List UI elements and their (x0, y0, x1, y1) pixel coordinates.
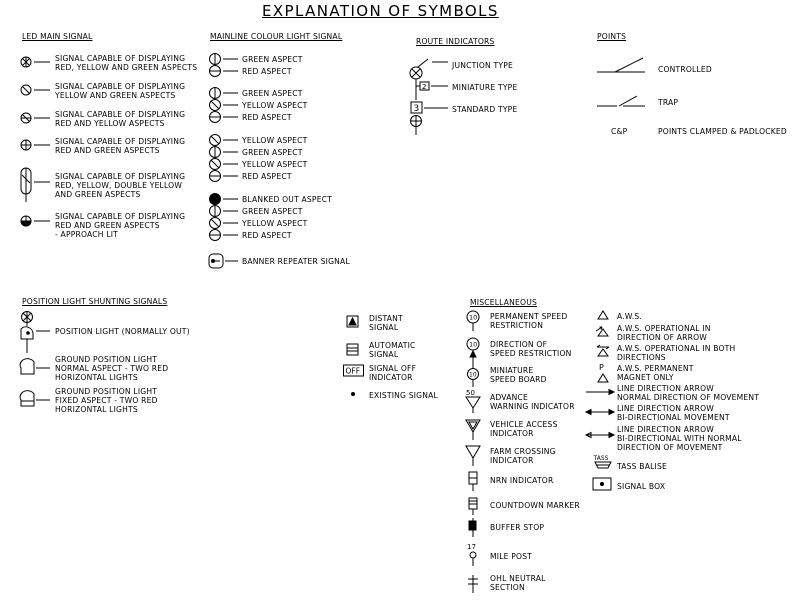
dsr-glyph: 10 (469, 340, 478, 349)
led-item-2-label: SIGNAL CAPABLE OF DISPLAYING YELLOW AND GREEN ASPECTS (55, 82, 186, 100)
miniature-type-label: MINIATURE TYPE (452, 83, 518, 92)
led-item-4-label: SIGNAL CAPABLE OF DISPLAYING RED AND GREEN ASPECTS (55, 137, 186, 155)
line-direction-bi-normal-icon (584, 429, 616, 441)
standard-route-glyph: 3 (413, 104, 420, 114)
led-item-6-label: SIGNAL CAPABLE OF DISPLAYING RED AND GREEN ASPECTS - APPROACH LIT (55, 212, 186, 239)
ld-bi-normal-label: LINE DIRECTION ARROW BI-DIRECTIONAL WITH NORMAL DIRECTION OF MOVEMENT (617, 425, 742, 452)
farm-crossing-indicator-icon (464, 444, 484, 468)
controlled-points-label: CONTROLLED (658, 65, 712, 74)
controlled-points-icon (597, 55, 647, 75)
ryyg-led-signal-icon (20, 166, 60, 204)
position-light-label: POSITION LIGHT (NORMALLY OUT) (55, 327, 190, 336)
mainline-g4-blanked-label: BLANKED OUT ASPECT (242, 195, 333, 204)
aws-label: A.W.S. (617, 312, 642, 321)
aws-operational-both-icon (594, 344, 614, 358)
ground-position-light-icon (20, 360, 60, 376)
points-clamped-label: POINTS CLAMPED & PADLOCKED (658, 127, 787, 136)
ld-normal-label: LINE DIRECTION ARROW NORMAL DIRECTION OF MOVEMENT (617, 384, 760, 402)
signal-off-label: SIGNAL OFF INDICATOR (369, 364, 417, 382)
aws-op-both-label: A.W.S. OPERATIONAL IN BOTH DIRECTIONS (617, 344, 736, 362)
mainline-g4-yellow-label: YELLOW ASPECT (242, 219, 308, 228)
aws-permanent-glyph: P (599, 363, 604, 372)
msb-glyph: 10 (469, 371, 477, 379)
mainline-g4-green-label: GREEN ASPECT (242, 207, 303, 216)
junction-type-label: JUNCTION TYPE (452, 61, 513, 70)
route-indicators-heading: ROUTE INDICATORS (416, 37, 495, 46)
ld-bi-label: LINE DIRECTION ARROW BI-DIRECTIONAL MOVEMENT (617, 404, 730, 422)
yg-led-signal-icon (20, 82, 60, 98)
led-main-signal-heading: LED MAIN SIGNAL (22, 32, 93, 41)
mainline-g2-green-label: GREEN ASPECT (242, 89, 303, 98)
aws-icon (594, 309, 614, 321)
led-item-3-label: SIGNAL CAPABLE OF DISPLAYING RED AND YELLOW ASPECTS (55, 110, 186, 128)
mainline-g3-yellow2-label: YELLOW ASPECT (242, 160, 308, 169)
ry-led-signal-icon (20, 110, 60, 126)
signal-box-label: SIGNAL BOX (617, 482, 666, 491)
vehicle-access-indicator-icon (464, 418, 484, 442)
tass-balise-label: TASS BALISE (617, 462, 667, 471)
psr-glyph: 10 (469, 313, 478, 322)
mainline-g1-red-label: RED ASPECT (242, 67, 292, 76)
vai-label: VEHICLE ACCESS INDICATOR (490, 420, 558, 438)
awi-label: ADVANCE WARNING INDICATOR (490, 393, 575, 411)
automatic-signal-icon (345, 343, 361, 357)
banner-repeater-label: BANNER REPEATER SIGNAL (242, 257, 350, 266)
rgy-led-signal-icon (20, 54, 60, 70)
points-heading: POINTS (597, 32, 627, 41)
rg-led-signal-icon (20, 137, 60, 153)
psr-label: PERMANENT SPEED RESTRICTION (490, 312, 568, 330)
ground-position-fixed-label: GROUND POSITION LIGHT FIXED ASPECT - TWO RED HORIZONTAL LIGHTS (55, 387, 158, 414)
buffer-stop-icon (466, 518, 482, 538)
mile-glyph: 17 (467, 543, 476, 551)
tass-glyph: TASS (593, 455, 609, 462)
cp-abbreviation: C&P (611, 127, 628, 136)
fci-label: FARM CROSSING INDICATOR (490, 447, 556, 465)
miniature-route-glyph: 2 (422, 83, 427, 91)
mainline-g3-green-label: GREEN ASPECT (242, 148, 303, 157)
dsr-label: DIRECTION OF SPEED RESTRICTION (490, 340, 572, 358)
signal-off-indicator-icon (343, 364, 365, 378)
signal-box-icon (592, 477, 614, 493)
line-direction-bi-icon (584, 406, 616, 418)
miscellaneous-heading: MISCELLANEOUS (470, 298, 537, 307)
aws-permanent-label: A.W.S. PERMANENT MAGNET ONLY (617, 364, 694, 382)
trap-points-label: TRAP (658, 98, 679, 107)
permanent-speed-restriction-icon (466, 310, 482, 332)
ground-position-fixed-icon (20, 392, 60, 408)
route-indicator-stack-icon (406, 55, 456, 140)
mainline-g3-yellow1-label: YELLOW ASPECT (242, 136, 308, 145)
existing-signal-label: EXISTING SIGNAL (369, 391, 438, 400)
automatic-signal-label: AUTOMATIC SIGNAL (369, 341, 416, 359)
nrn-indicator-icon (466, 470, 482, 492)
approach-lit-signal-icon (20, 213, 60, 229)
countdown-label: COUNTDOWN MARKER (490, 501, 580, 510)
aws-permanent-magnet-icon (594, 362, 614, 384)
mainline-g2-red-label: RED ASPECT (242, 113, 292, 122)
mainline-heading: MAINLINE COLOUR LIGHT SIGNAL (210, 32, 343, 41)
led-item-5-label: SIGNAL CAPABLE OF DISPLAYING RED, YELLOW, DOUBLE YELLOW AND GREEN ASPECTS (55, 172, 186, 199)
mainline-g1-green-label: GREEN ASPECT (242, 55, 303, 64)
awi-glyph: 50 (466, 389, 475, 397)
aws-op-arrow-label: A.W.S. OPERATIONAL IN DIRECTION OF ARROW (617, 324, 711, 342)
mile-post-label: MILE POST (490, 552, 533, 561)
direction-speed-restriction-icon (466, 337, 482, 365)
standard-type-label: STANDARD TYPE (452, 105, 518, 114)
buffer-stop-label: BUFFER STOP (490, 523, 545, 532)
distant-signal-label: DISTANT SIGNAL (369, 314, 403, 332)
line-direction-normal-icon (584, 386, 616, 398)
tass-balise-icon (593, 454, 615, 474)
distant-signal-icon (345, 315, 361, 329)
signal-off-glyph: OFF (345, 366, 361, 376)
trap-points-icon (597, 93, 647, 109)
position-light-icon (20, 309, 60, 357)
ground-position-light-label: GROUND POSITION LIGHT NORMAL ASPECT - TWO RED HORIZONTAL LIGHTS (55, 355, 169, 382)
page-title: EXPLANATION OF SYMBOLS (262, 2, 499, 20)
nrn-label: NRN INDICATOR (490, 476, 554, 485)
ohl-label: OHL NEUTRAL SECTION (490, 574, 546, 592)
led-item-1-label: SIGNAL CAPABLE OF DISPLAYING RED, YELLOW AND GREEN ASPECTS (55, 54, 198, 72)
msb-label: MINIATURE SPEED BOARD (490, 366, 547, 384)
existing-signal-icon (350, 391, 356, 397)
mainline-g3-red-label: RED ASPECT (242, 172, 292, 181)
countdown-marker-icon (466, 496, 482, 516)
position-light-heading: POSITION LIGHT SHUNTING SIGNALS (22, 297, 168, 306)
ohl-neutral-section-icon (464, 573, 484, 595)
advance-warning-indicator-icon (464, 388, 484, 414)
mile-post-icon (464, 541, 484, 567)
mainline-g4-red-label: RED ASPECT (242, 231, 292, 240)
aws-operational-arrow-icon (594, 325, 614, 339)
miniature-speed-board-icon (466, 364, 482, 388)
mainline-g2-yellow-label: YELLOW ASPECT (242, 101, 308, 110)
